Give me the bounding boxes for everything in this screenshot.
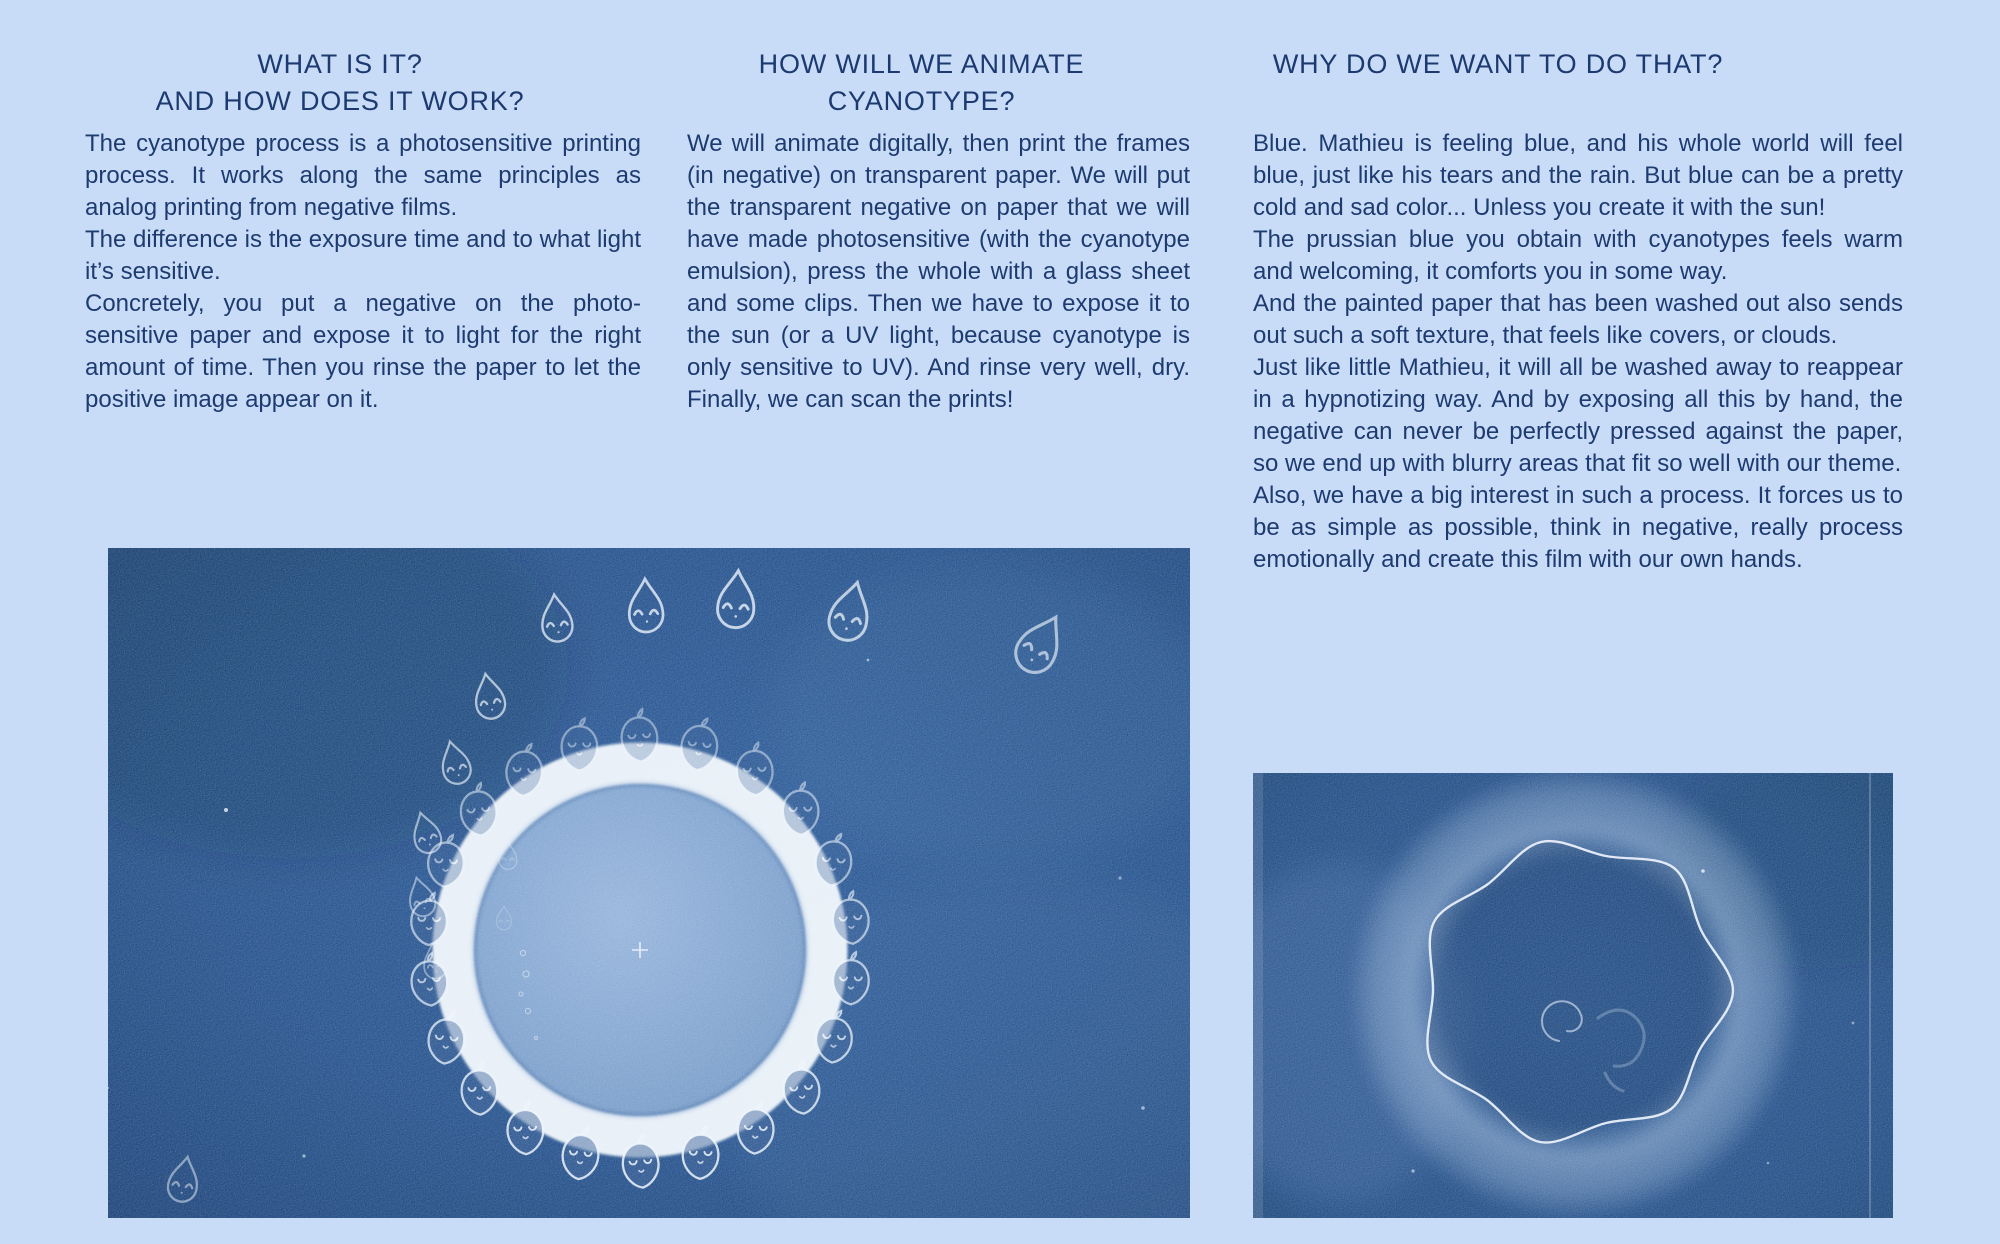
column-what-is-it [85, 24, 641, 413]
paper-grain-texture [1253, 773, 1893, 1218]
column-heading [687, 46, 1190, 120]
cyanotype-artwork-main [108, 548, 1190, 1218]
paragraph: And the painted paper that has been washed out also sends out such a soft texture, that feels like covers, or clouds. [1253, 290, 1903, 349]
heading-line: CYANOTYPE? [827, 86, 1016, 117]
paragraph: We will animate digitally, then print the frames (in negative) on transparent paper. We will put the transparent negative on paper that we will have made photosensitive (with the cyanotype emulsion), press the whole with a glass sheet and some clips. Then we have to expose it to the sun (or a UV light, because cyanotype is only sensitive to UV). And rinse very well, dry. Finally, we can scan the prints! [687, 130, 1190, 413]
column-body [687, 128, 1190, 416]
cyanotype-artwork-side [1253, 773, 1893, 1218]
paper-grain-texture [108, 548, 1190, 1218]
paragraph: Blue. Mathieu is feeling blue, and his whole world will feel blue, just like his tears and the rain. But blue can be a pretty cold and sad color... Unless you create it with the sun! [1253, 130, 1903, 221]
heading-line: WHAT IS IT? [257, 49, 423, 80]
column-how-will-we-animate [687, 24, 1190, 413]
column-body [1253, 128, 1903, 576]
heading-line: AND HOW DOES IT WORK? [155, 86, 525, 117]
heading-line: WHY DO WE WANT TO DO THAT? [1272, 49, 1724, 80]
column-heading [85, 46, 641, 120]
paragraph: The prussian blue you obtain with cyanotypes feels warm and welcoming, it comforts you in some way. [1253, 226, 1903, 285]
heading-line: HOW WILL WE ANIMATE [758, 49, 1085, 80]
column-heading [1253, 46, 1903, 83]
cyanotype-print-wavy-circle [1253, 773, 1893, 1218]
paragraph: The difference is the exposure time and to what light it’s sensitive. [85, 226, 641, 285]
paragraph: Just like little Mathieu, it will all be washed away to reappear in a hypnotizing way. And by exposing all this by hand, the negative can never be perfectly pressed against the paper, so we end up with blurry areas that fit so well with our theme. [1253, 354, 1903, 477]
cyanotype-print-sun-and-raindrops [108, 548, 1190, 1218]
paragraph: The cyanotype process is a photosensitive printing process. It works along the same principles as analog printing from negative films. [85, 130, 641, 221]
paragraph: Concretely, you put a negative on the photo-sensitive paper and expose it to light for the right amount of time. Then you rinse the paper to let the positive image appear on it. [85, 290, 641, 413]
column-body [85, 128, 641, 416]
column-why-do-we-want [1253, 24, 1903, 573]
paragraph: Also, we have a big interest in such a process. It forces us to be as simple as possible, think in negative, really process emotionally and create this film with our own hands. [1253, 482, 1903, 573]
